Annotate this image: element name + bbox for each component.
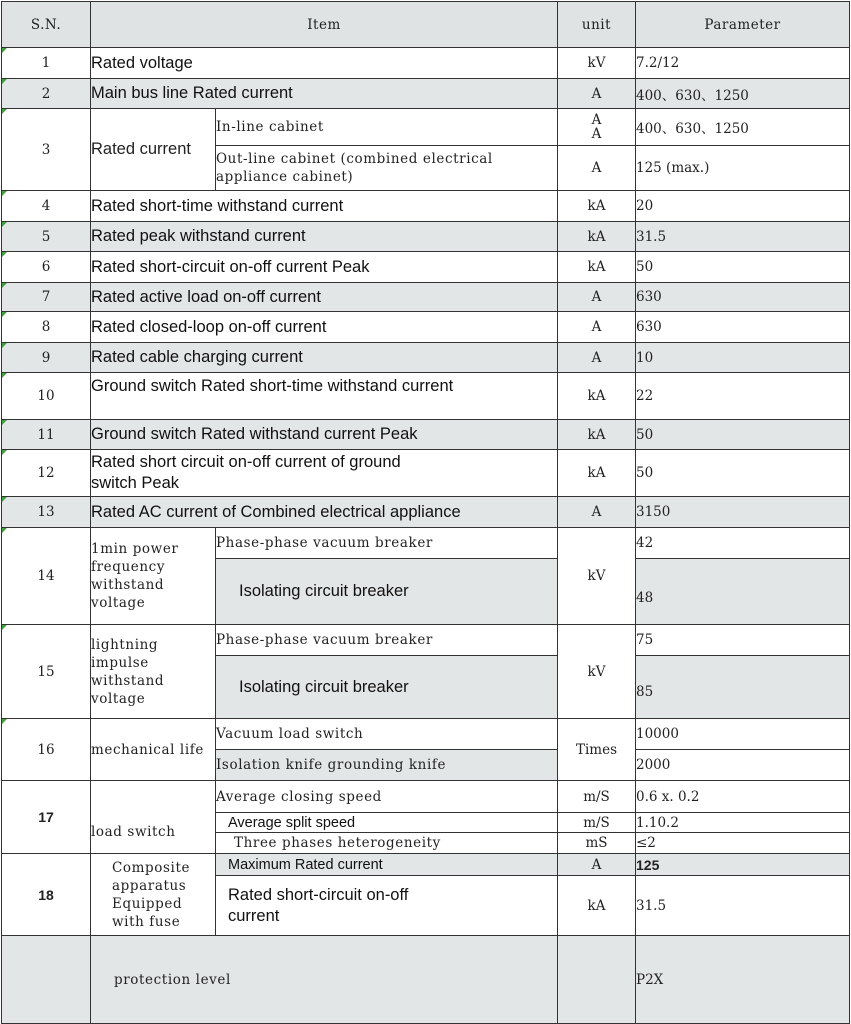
parameter-cell: 125 (636, 854, 850, 876)
parameter-cell: 400、630、1250 (636, 79, 850, 109)
sn-cell: 10 (2, 373, 91, 420)
table-row (2, 109, 850, 146)
sn-cell: 7 (2, 283, 91, 312)
spec-table (1, 1, 850, 1024)
parameter-cell: 2000 (636, 750, 850, 781)
subitem-cell: Average closing speed (216, 781, 558, 813)
header-item: Item (91, 2, 558, 48)
item-cell: Rated active load on-off current (91, 283, 558, 312)
table-row (2, 450, 850, 497)
unit-cell: m/S (558, 781, 636, 813)
parameter-cell: 1.10.2 (636, 813, 850, 833)
sn-cell: 1 (2, 48, 91, 79)
item-cell: Ground switch Rated short-time withstand current (91, 373, 558, 420)
sn-cell: 15 (2, 625, 91, 719)
unit-cell: kV (558, 625, 636, 719)
sn-cell: 13 (2, 497, 91, 528)
group-cell: mechanical life (91, 719, 216, 781)
subitem-cell: Out-line cabinet (combined electrical appliance cabinet) (216, 146, 558, 191)
subitem-cell: Rated short-circuit on-off current (216, 876, 558, 936)
item-cell: Rated peak withstand current (91, 222, 558, 252)
header-row (2, 2, 850, 48)
unit-cell: A (558, 79, 636, 109)
item-cell: protection level (91, 936, 558, 1024)
parameter-cell: 10000 (636, 719, 850, 750)
parameter-cell: 31.5 (636, 222, 850, 252)
unit-cell: A (558, 854, 636, 876)
table-row (2, 497, 850, 528)
parameter-cell: 630 (636, 312, 850, 343)
table-row (2, 252, 850, 283)
subitem-cell: In-line cabinet (216, 109, 558, 146)
parameter-cell: 50 (636, 450, 850, 497)
parameter-cell: 50 (636, 252, 850, 283)
header-parameter: Parameter (636, 2, 850, 48)
group-cell: Rated current (91, 109, 216, 191)
table-row (2, 936, 850, 1024)
item-cell: Main bus line Rated current (91, 79, 558, 109)
parameter-cell: 400、630、1250 (636, 109, 850, 146)
subitem-cell: Maximum Rated current (216, 854, 558, 876)
parameter-cell: ≤2 (636, 833, 850, 854)
parameter-cell: 31.5 (636, 876, 850, 936)
sn-cell: 2 (2, 79, 91, 109)
parameter-cell: 3150 (636, 497, 850, 528)
subitem-cell: Phase-phase vacuum breaker (216, 625, 558, 656)
subitem-cell: Three phases heterogeneity (216, 833, 558, 854)
sn-cell: 14 (2, 528, 91, 625)
header-unit: unit (558, 2, 636, 48)
group-cell: 1min power frequency withstand voltage (91, 528, 216, 625)
unit-cell: mS (558, 833, 636, 854)
sn-cell: 3 (2, 109, 91, 191)
parameter-cell: 50 (636, 420, 850, 450)
item-cell: Rated short-time withstand current (91, 191, 558, 222)
parameter-cell: 125 (max.) (636, 146, 850, 191)
subitem-cell: Isolating circuit breaker (216, 559, 558, 625)
subitem-cell: Phase-phase vacuum breaker (216, 528, 558, 559)
unit-cell: m/S (558, 813, 636, 833)
parameter-cell: 48 (636, 559, 850, 625)
parameter-cell: 7.2/12 (636, 48, 850, 79)
sn-cell: 4 (2, 191, 91, 222)
unit-cell: kA (558, 373, 636, 420)
group-cell: Composite apparatus Equipped with fuse (91, 854, 216, 936)
parameter-cell: 22 (636, 373, 850, 420)
parameter-cell: 10 (636, 343, 850, 373)
unit-cell: A (558, 312, 636, 343)
item-cell: Rated cable charging current (91, 343, 558, 373)
table-row (2, 781, 850, 813)
table-row (2, 312, 850, 343)
item-cell: Rated closed-loop on-off current (91, 312, 558, 343)
unit-cell: A (558, 343, 636, 373)
parameter-cell: 75 (636, 625, 850, 656)
table-row (2, 373, 850, 420)
parameter-cell: 630 (636, 283, 850, 312)
parameter-cell: 0.6 x. 0.2 (636, 781, 850, 813)
table-row (2, 191, 850, 222)
unit-cell: kA (558, 876, 636, 936)
sn-cell: 6 (2, 252, 91, 283)
parameter-cell: P2X (636, 936, 850, 1024)
table-row (2, 719, 850, 750)
unit-cell (558, 936, 636, 1024)
unit-cell: kV (558, 48, 636, 79)
sn-cell: 12 (2, 450, 91, 497)
table-row (2, 222, 850, 252)
parameter-cell: 42 (636, 528, 850, 559)
sn-cell: 11 (2, 420, 91, 450)
unit-cell: A (558, 283, 636, 312)
parameter-cell: 85 (636, 656, 850, 719)
sn-cell (2, 936, 91, 1024)
item-cell: Rated AC current of Combined electrical appliance (91, 497, 558, 528)
sn-cell: 16 (2, 719, 91, 781)
group-cell: lightning impulse withstand voltage (91, 625, 216, 719)
sn-cell: 8 (2, 312, 91, 343)
parameter-cell: 20 (636, 191, 850, 222)
sn-cell: 18 (2, 854, 91, 936)
unit-cell: kA (558, 191, 636, 222)
sn-cell: 17 (2, 781, 91, 854)
item-cell: Rated short circuit on-off current of ground switch Peak (91, 450, 558, 497)
sn-cell: 5 (2, 222, 91, 252)
subitem-cell: Isolation knife grounding knife (216, 750, 558, 781)
sn-cell: 9 (2, 343, 91, 373)
table-row (2, 854, 850, 876)
unit-cell: A A (558, 109, 636, 146)
table-row (2, 528, 850, 559)
table-row (2, 283, 850, 312)
unit-cell: kA (558, 420, 636, 450)
header-sn: S.N. (2, 2, 91, 48)
table-row (2, 48, 850, 79)
unit-cell: A (558, 146, 636, 191)
table-row (2, 420, 850, 450)
item-cell: Rated voltage (91, 48, 558, 79)
unit-cell: kA (558, 222, 636, 252)
unit-cell: kV (558, 528, 636, 625)
unit-cell: Times (558, 719, 636, 781)
subitem-cell: Average split speed (216, 813, 558, 833)
table-row (2, 343, 850, 373)
group-cell: load switch (91, 781, 216, 854)
subitem-cell: Isolating circuit breaker (216, 656, 558, 719)
table-row (2, 625, 850, 656)
table-row (2, 79, 850, 109)
unit-cell: kA (558, 252, 636, 283)
item-cell: Ground switch Rated withstand current Peak (91, 420, 558, 450)
unit-cell: A (558, 497, 636, 528)
subitem-cell: Vacuum load switch (216, 719, 558, 750)
unit-cell: kA (558, 450, 636, 497)
item-cell: Rated short-circuit on-off current Peak (91, 252, 558, 283)
